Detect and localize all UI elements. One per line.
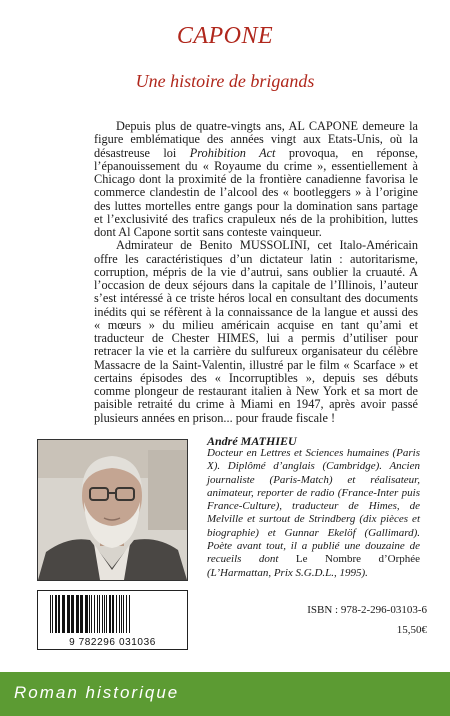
barcode-bar bbox=[104, 595, 105, 633]
barcode-digits: 9 782296 031036 bbox=[69, 637, 156, 648]
author-name: André MATHIEU bbox=[207, 434, 297, 448]
barcode-bar bbox=[50, 595, 51, 633]
text-run: provoqua, en réponse, l’épanouissement du « Royaume du crime », essentiellement à Chicago dont la proximité de la frontière canadienne favorisa le commerce clandestin de l’alcool des « bootleggers » à l’origine des luttes mortelles entre gangs pour la domination sans partage et l’exclusivité des trafics crapuleux nés de la prohibition, luttes dont Al Capone sortit sans conteste vainqueur. bbox=[94, 145, 418, 239]
barcode-bar bbox=[106, 595, 107, 633]
barcode-bar bbox=[80, 595, 83, 633]
book-title: CAPONE bbox=[176, 23, 274, 49]
barcode-image bbox=[38, 591, 187, 649]
barcode-bar bbox=[126, 595, 127, 633]
barcode-bar bbox=[62, 595, 65, 633]
barcode-bar bbox=[58, 595, 60, 633]
text-run: Admirateur de Benito MUSSOLINI, cet Italo-Américain offre les caractéristiques d’un dictateur latin : autoritarisme, corruption, mépris de la vie d’autrui, sans oublier la cruauté. A l’occasion de deux séjours dans la capitale de l’Illinois, l’auteur s’est intéressé à ce triste héros local en consultant des documents inédits qui se réfèrent à la connaissance de la langue et aussi des « mœurs » du milieu américain acquise en tant qu’ami et traducteur de Chester HIMES, lui a permis d’utiliser pour retracer la vie et la carrière du sulfureux organisateur du célèbre Massacre de la Saint-Valentin, illustré par le film « Scarface » et certains épisodes des « Incorruptibles », depuis ses débuts comme plongeur de restaurant italien à New York et sa mort de paisible retraité du crime à Miami en 1947, après avoir passé plusieurs années en prison... pour fraude fiscale ! bbox=[94, 238, 418, 425]
author-photo bbox=[37, 439, 188, 581]
barcode-bar bbox=[119, 595, 120, 633]
genre-band bbox=[0, 672, 450, 716]
barcode-bar bbox=[67, 595, 70, 633]
author-portrait-image bbox=[38, 440, 187, 580]
barcode-bar bbox=[76, 595, 79, 633]
summary-text bbox=[94, 120, 418, 425]
barcode-bar bbox=[102, 595, 103, 633]
barcode bbox=[37, 590, 188, 650]
genre-label: Roman historique bbox=[14, 683, 180, 702]
barcode-bar bbox=[121, 595, 122, 633]
roman-run: Le Nombre d’Orphée bbox=[295, 553, 420, 566]
summary-paragraph-2 bbox=[94, 239, 418, 425]
barcode-bar bbox=[91, 595, 92, 633]
barcode-bar bbox=[97, 595, 98, 633]
barcode-bar bbox=[52, 595, 53, 633]
price: 15,50€ bbox=[396, 624, 427, 636]
summary-paragraph-1 bbox=[94, 120, 418, 239]
italic-run: Prohibition Act bbox=[189, 145, 276, 160]
barcode-bar bbox=[116, 595, 117, 633]
barcode-bar bbox=[112, 595, 114, 633]
author-bio bbox=[207, 447, 420, 580]
barcode-bar bbox=[109, 595, 111, 633]
barcode-bar bbox=[71, 595, 74, 633]
text-run: (L’Harmattan, Prix S.G.D.L., 1995). bbox=[207, 566, 368, 579]
barcode-bar bbox=[89, 595, 90, 633]
barcode-bar bbox=[55, 595, 57, 633]
barcode-bar bbox=[85, 595, 88, 633]
text-run: Depuis plus de quatre-vingts ans, AL CAPONE demeure la figure emblématique des années vingt aux Etats-Unis, où la désastreuse loi bbox=[94, 119, 418, 160]
book-subtitle: Une histoire de brigands bbox=[135, 71, 315, 91]
barcode-bar bbox=[94, 595, 95, 633]
text-run: Docteur en Lettres et Sciences humaines (Paris X). Diplômé d’anglais (Cambridge). Ancien journaliste (Paris-Match) et réalisateur, animateur, reporter de radio (France-Inter puis France-Culture), traducteur de Himes, de Melville et surtout de Strindberg (dix pièces et biographie) et Gunnar Ekelöf (Gallimard). Poète avant tout, il a publié une douzaine de recueils dont bbox=[207, 447, 420, 566]
isbn-number: ISBN : 978-2-296-03103-6 bbox=[307, 604, 427, 616]
barcode-bar bbox=[129, 595, 130, 633]
barcode-bar bbox=[99, 595, 100, 633]
barcode-bar bbox=[123, 595, 124, 633]
